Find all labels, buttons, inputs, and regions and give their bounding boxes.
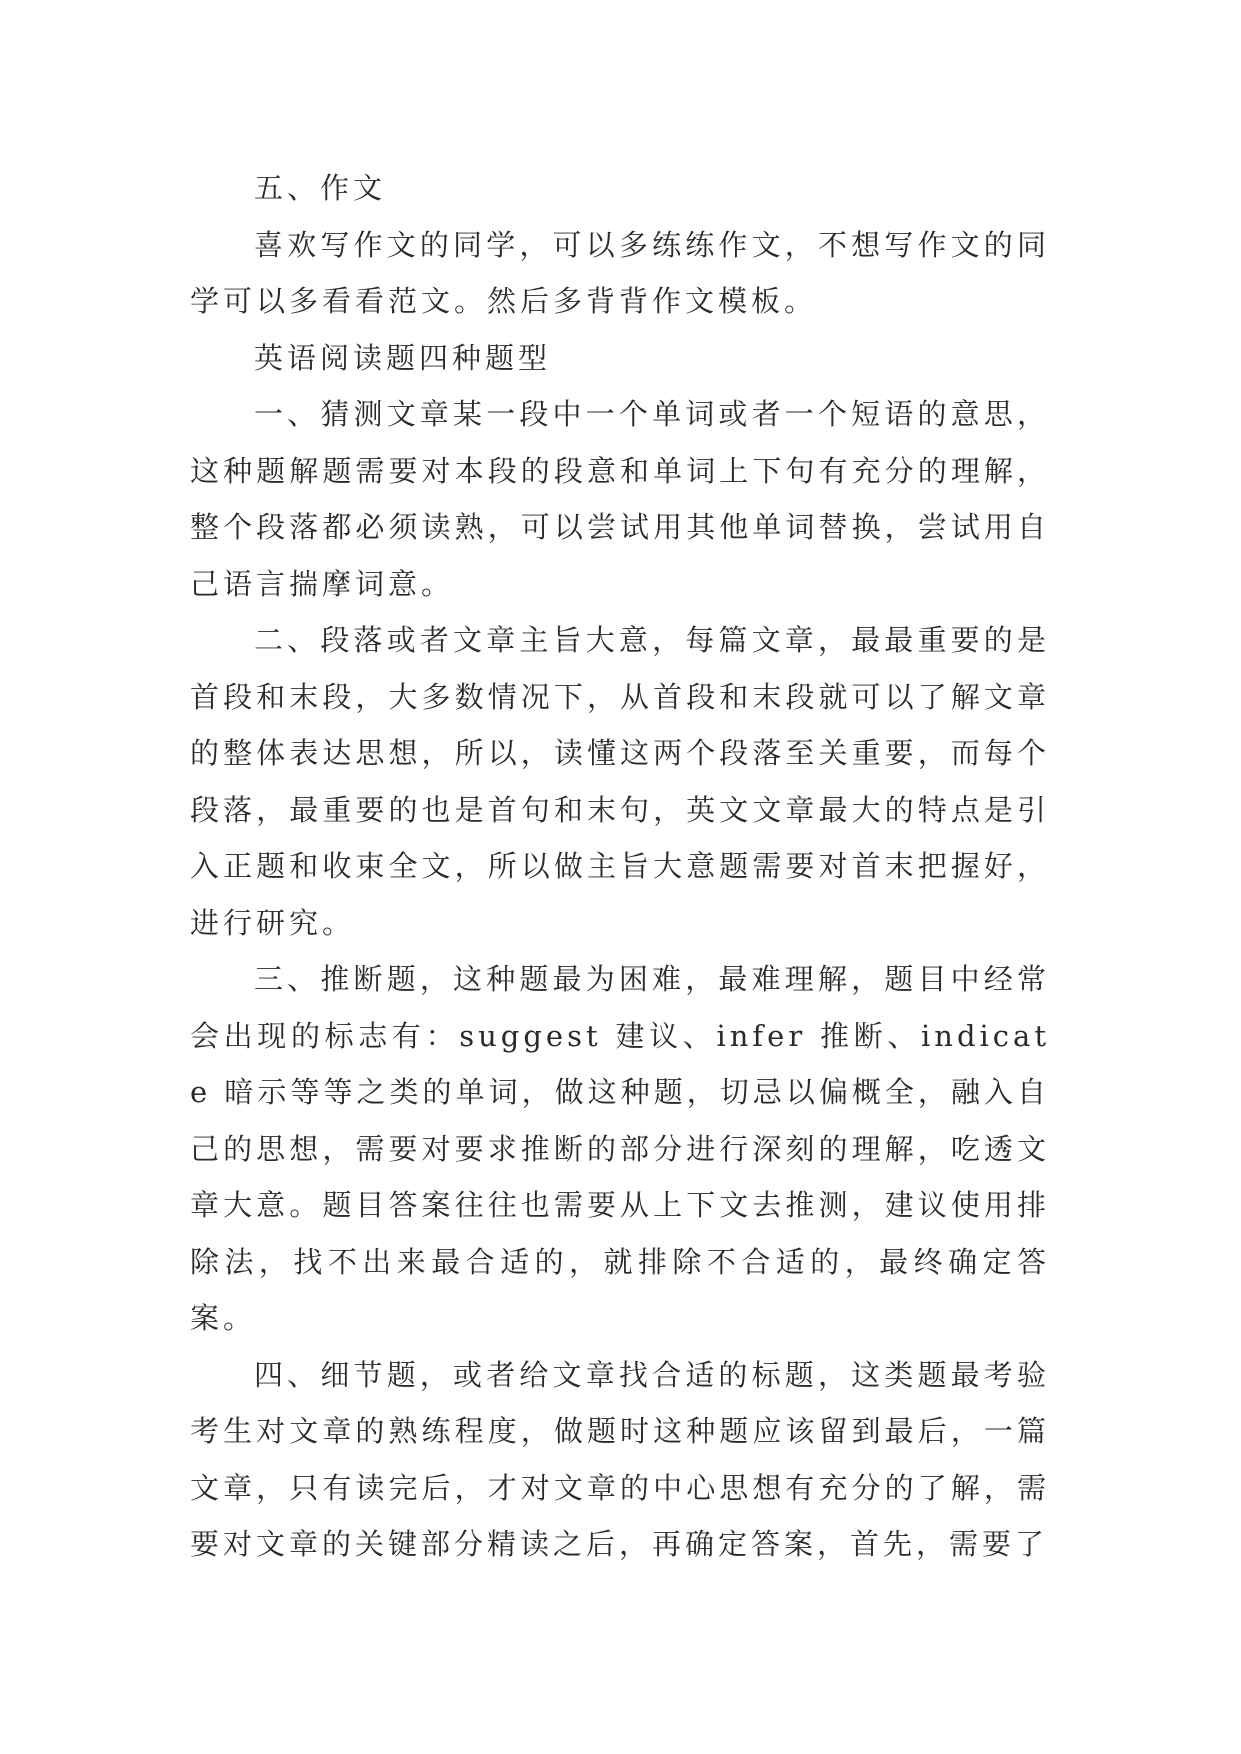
- reading-type-3-paragraph: 三、推断题，这种题最为困难，最难理解，题目中经常会出现的标志有：suggest 建议、infer 推断、indicate 暗示等等之类的单词，做这种题，切忌以偏概全，融入自己的思想，需要对要求推断的部分进行深刻的理解，吃透文章大意。题目答案往往也需要从上下文去推测，建议使用排除法，找不出来最合适的，就排除不合适的，最终确定答案。: [190, 962, 1050, 1335]
- section-heading-reading-types: 英语阅读题四种题型: [254, 340, 552, 375]
- reading-type-2-paragraph: 二、段落或者文章主旨大意，每篇文章，最最重要的是首段和末段，大多数情况下，从首段和末段就可以了解文章的整体表达思想，所以，读懂这两个段落至关重要，而每个段落，最重要的也是首句和末句，英文文章最大的特点是引入正题和收束全文，所以做主旨大意题需要对首末把握好，进行研究。: [190, 623, 1050, 940]
- section-heading-essay: 五、作文: [254, 171, 387, 205]
- reading-type-1-paragraph: 一、猜测文章某一段中一个单词或者一个短语的意思，这种题解题需要对本段的段意和单词上下句有充分的理解，整个段落都必须读熟，可以尝试用其他单词替换，尝试用自己语言揣摩词意。: [190, 397, 1050, 601]
- reading-type-4-paragraph: 四、细节题，或者给文章找合适的标题，这类题最考验考生对文章的熟练程度，做题时这种题应该留到最后，一篇文章，只有读完后，才对文章的中心思想有充分的了解，需要对文章的关键部分精读之后，再确定答案，首先，需要了: [190, 1357, 1050, 1561]
- essay-advice-paragraph: 喜欢写作文的同学，可以多练练作文，不想写作文的同学可以多看看范文。然后多背背作文模板。: [190, 227, 1050, 318]
- document-page: [190, 160, 1050, 1573]
